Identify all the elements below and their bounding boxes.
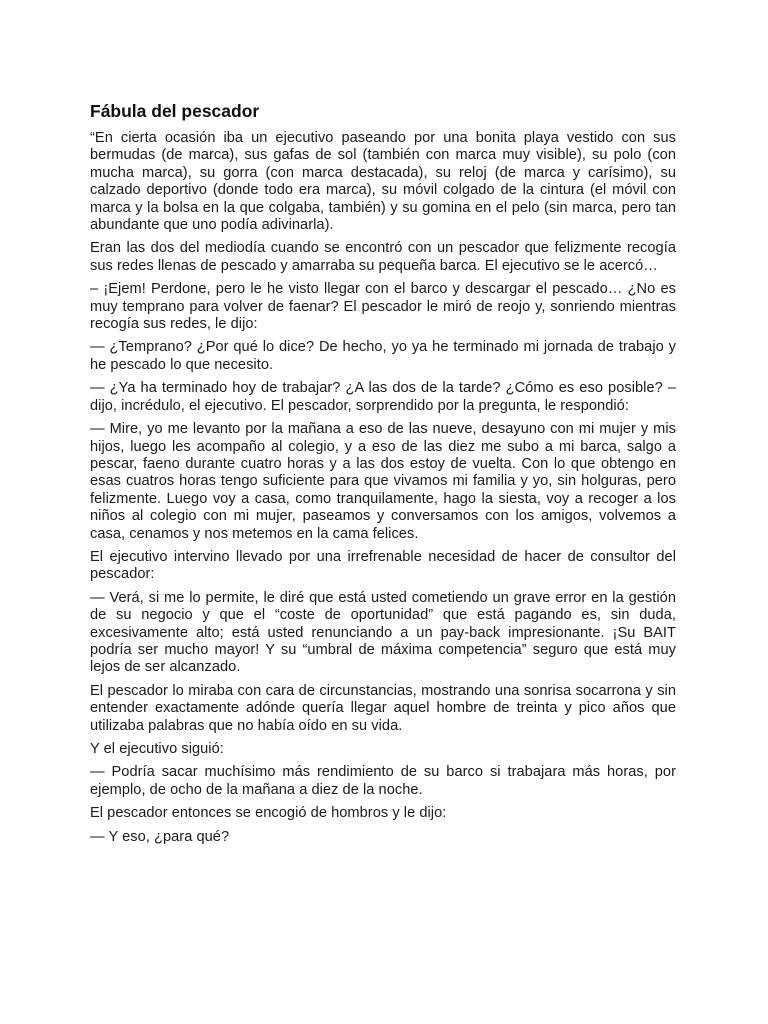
paragraph-2: Eran las dos del mediodía cuando se encontró con un pescador que felizmente recogía sus redes llenas de pescado y amarraba su pequeña barca. El ejecutivo se le acercó… [90, 240, 676, 274]
paragraph-8: — Verá, si me lo permite, le diré que está usted cometiendo un grave error en la gestión de su negocio y que el “coste de oportunidad” que está pagando es, sin duda, excesivamente alto; está usted renunciando a un pay-back impresionante. ¡Su BAIT podría ser mucho mayor! Y su “umbral de máxima competencia” seguro que está muy lejos de ser alcanzado. [90, 589, 676, 676]
paragraph-5: — ¿Ya ha terminado hoy de trabajar? ¿A las dos de la tarde? ¿Cómo es eso posible? –dijo, incrédulo, el ejecutivo. El pescador, sorprendido por la pregunta, le respondió: [90, 380, 676, 414]
paragraph-12: El pescador entonces se encogió de hombros y le dijo: [90, 805, 447, 822]
paragraph-6: — Mire, yo me levanto por la mañana a eso de las nueve, desayuno con mi mujer y mis hijos, luego les acompaño al colegio, y a eso de las diez me subo a mi barca, salgo a pescar, faeno durante cuatro horas y a las dos estoy de vuelta. Con lo que obtengo en esas cuatros horas tengo suficiente para que vivamos mi familia y yo, sin holguras, pero felizmente. Luego voy a casa, como tranquilamente, hago la siesta, voy a recoger a los niños al colegio con mi mujer, paseamos y conversamos con los amigos, volvemos a casa, cenamos y nos metemos en la cama felices. [90, 421, 676, 542]
paragraph-4: — ¿Temprano? ¿Por qué lo dice? De hecho, yo ya he terminado mi jornada de trabajo y he pescado lo que necesito. [90, 339, 676, 373]
paragraph-10: Y el ejecutivo siguió: [90, 741, 224, 757]
paragraph-11: — Podría sacar muchísimo más rendimiento de su barco si trabajara más horas, por ejemplo, de ocho de la mañana a diez de la noche. [90, 764, 676, 798]
paragraph-1: “En cierta ocasión iba un ejecutivo paseando por una bonita playa vestido con sus bermudas (de marca), sus gafas de sol (también con marca muy visible), su polo (con mucha marca), su gorra (con marca destacada), su reloj (de marca y carísimo), su calzado deportivo (donde todo era marca), su móvil colgado de la cintura (el móvil con marca y la bolsa en la que colgaba, también) y su gomina en el pelo (sin marca, pero tan abundante que uno podía adivinarla). [90, 130, 676, 234]
paragraph-7: El ejecutivo intervino llevado por una irrefrenable necesidad de hacer de consultor del pescador: [90, 548, 676, 583]
paragraph-3: – ¡Ejem! Perdone, pero le he visto llegar con el barco y descargar el pescado… ¿No es muy temprano para volver de faenar? El pescador le miró de reojo y, sonriendo mientras recogía sus redes, le dijo: [90, 281, 676, 333]
paragraph-9: El pescador lo miraba con cara de circunstancias, mostrando una sonrisa socarrona y sin entender exactamente adónde quería llegar aquel hombre de treinta y pico años que utilizaba palabras que no había oído en su vida. [90, 682, 676, 734]
document-title: Fábula del pescador [90, 101, 260, 121]
paragraph-13: — Y eso, ¿para qué? [90, 828, 230, 845]
document-page [90, 100, 676, 852]
